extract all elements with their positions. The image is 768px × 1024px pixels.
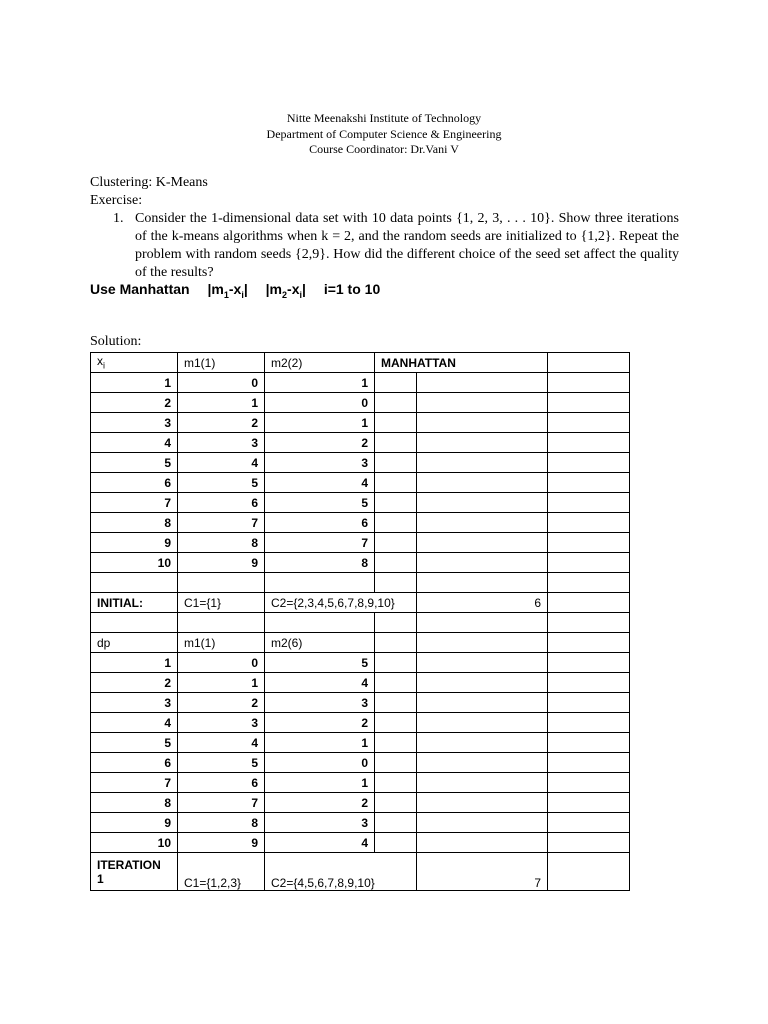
table-row [91,853,630,891]
m2-distance: 6 [265,513,375,533]
dp-cell: 8 [91,793,178,813]
table-row [91,773,630,793]
table-cell [548,633,630,653]
table-cell [375,813,417,833]
m2-distance: 0 [265,393,375,413]
table-cell [548,833,630,853]
empty-cell [417,513,548,533]
table-row [91,813,630,833]
exercise-label: Exercise: [90,193,143,208]
solution-label: Solution: [90,334,142,349]
table-row [91,613,630,633]
table-row [91,653,630,673]
header-dp: dp [91,633,178,653]
table-cell [548,773,630,793]
table-cell [375,773,417,793]
dp-cell: 7 [91,493,178,513]
m2-distance: 7 [265,533,375,553]
course-coordinator: Course Coordinator: Dr.Vani V [309,142,459,156]
table-row [91,753,630,773]
table-cell [375,673,417,693]
empty-cell [548,353,630,373]
m1-distance: 0 [178,653,265,673]
dp-cell: 2 [91,393,178,413]
table-cell [548,853,630,891]
table-row [91,353,630,373]
table-row [91,573,630,593]
initial-value: 6 [417,593,548,613]
table-row [91,373,630,393]
table-row [91,833,630,853]
table-cell [548,713,630,733]
m2-distance: 3 [265,693,375,713]
table-cell [265,613,375,633]
m2-distance: 2 [265,433,375,453]
m2-distance: 0 [265,753,375,773]
header-m1: m1(1) [178,353,265,373]
dp-cell: 2 [91,673,178,693]
m1-distance: 2 [178,413,265,433]
table-cell [375,573,417,593]
table-cell [375,693,417,713]
empty-cell [417,473,548,493]
table-cell [548,753,630,773]
table-row [91,473,630,493]
m2-distance: 3 [265,813,375,833]
dp-cell: 10 [91,833,178,853]
table-cell [548,733,630,753]
header-m1: m1(1) [178,633,265,653]
m1-distance: 9 [178,553,265,573]
m2-distance: 4 [265,473,375,493]
table-cell [417,613,548,633]
table-cell [548,693,630,713]
table-row [91,713,630,733]
empty-cell [375,553,417,573]
m1-distance: 5 [178,753,265,773]
table-row [91,493,630,513]
table-cell [375,633,417,653]
dp-cell: 4 [91,713,178,733]
m2-distance: 1 [265,413,375,433]
table-cell [548,673,630,693]
empty-cell [548,513,630,533]
table-cell [178,613,265,633]
m1-distance: 3 [178,433,265,453]
table-cell [548,793,630,813]
m1-distance: 3 [178,713,265,733]
iteration-c2: C2={4,5,6,7,8,9,10} [265,853,417,891]
table-cell [375,613,417,633]
empty-cell [375,393,417,413]
empty-cell [548,373,630,393]
m2-distance: 1 [265,373,375,393]
topic-title: Clustering: K-Means [90,175,208,190]
empty-cell [375,433,417,453]
table-cell [375,753,417,773]
dp-cell: 7 [91,773,178,793]
m2-distance: 2 [265,793,375,813]
table-cell [417,773,548,793]
m2-distance: 5 [265,493,375,513]
empty-cell [375,493,417,513]
dp-cell: 6 [91,473,178,493]
iteration-value: 7 [417,853,548,891]
m1-distance: 1 [178,673,265,693]
initial-c1: C1={1} [178,593,265,613]
table-row [91,693,630,713]
table-cell [375,713,417,733]
header-m2: m2(6) [265,633,375,653]
table-row [91,393,630,413]
table-row [91,593,630,613]
empty-cell [548,493,630,513]
department-name: Department of Computer Science & Engineering [266,127,502,141]
table-cell [417,753,548,773]
table-row [91,533,630,553]
empty-cell [417,493,548,513]
table-row [91,673,630,693]
table-row [91,553,630,573]
table-cell [548,813,630,833]
m2-distance: 2 [265,713,375,733]
m1-distance: 7 [178,513,265,533]
empty-cell [375,453,417,473]
empty-cell [548,393,630,413]
m1-distance: 6 [178,493,265,513]
table-row [91,433,630,453]
dp-cell: 1 [91,373,178,393]
m1-distance: 9 [178,833,265,853]
m1-distance: 8 [178,813,265,833]
m2-distance: 8 [265,553,375,573]
header-m2: m2(2) [265,353,375,373]
table-cell [417,733,548,753]
m1-distance: 2 [178,693,265,713]
m1-distance: 8 [178,533,265,553]
dp-cell: 9 [91,533,178,553]
m1-distance: 1 [178,393,265,413]
empty-cell [417,453,548,473]
table-cell [91,573,178,593]
dp-cell: 3 [91,693,178,713]
manhattan-instruction [90,281,394,300]
table-cell [417,833,548,853]
dp-cell: 1 [91,653,178,673]
manhattan-range: i=1 to 10 [323,281,381,297]
m2-distance: 4 [265,833,375,853]
m1-distance: 7 [178,793,265,813]
question-number: 1. [113,211,124,226]
table-row [91,413,630,433]
dp-cell: 8 [91,513,178,533]
dp-cell: 6 [91,753,178,773]
table-cell [548,613,630,633]
header-xi: $x_i$ [91,353,178,373]
manhattan-term-2: $|m_2-x_i|$ [265,281,306,300]
table-cell [417,633,548,653]
empty-cell [548,413,630,433]
question-text: Consider the 1-dimensional data set with 10 data points {1, 2, 3, . . . 10}. Show three iterations of the k-means algorithms when k = 2, and the random seeds are initialized to {1,2}. Repeat the problem with random seeds {2,9}. How did the different choice of the seed set affect the quality of the results? [135,211,679,280]
dp-cell: 10 [91,553,178,573]
table-cell [375,733,417,753]
dp-cell: 9 [91,813,178,833]
empty-cell [417,553,548,573]
m2-distance: 4 [265,673,375,693]
initial-label: INITIAL: [91,593,178,613]
empty-cell [375,373,417,393]
m2-distance: 1 [265,733,375,753]
m1-distance: 4 [178,733,265,753]
empty-cell [548,593,630,613]
kmeans-table [90,352,630,891]
empty-cell [548,473,630,493]
iteration-label: ITERATION 1 [91,853,178,891]
m1-distance: 6 [178,773,265,793]
table-cell [91,613,178,633]
m2-distance: 5 [265,653,375,673]
table-cell [417,693,548,713]
exercise-question [113,210,679,282]
empty-cell [548,453,630,473]
empty-cell [417,433,548,453]
m2-distance: 3 [265,453,375,473]
institute-name: Nitte Meenakshi Institute of Technology [286,111,482,125]
dp-cell: 3 [91,413,178,433]
empty-cell [375,473,417,493]
table-cell [265,573,375,593]
empty-cell [548,433,630,453]
initial-c2: C2={2,3,4,5,6,7,8,9,10} [265,593,417,613]
table-row [91,633,630,653]
dp-cell: 5 [91,453,178,473]
manhattan-label: Use Manhattan [90,281,190,297]
m1-distance: 0 [178,373,265,393]
manhattan-term-1: $|m_1-x_i|$ [207,281,248,300]
table-cell [178,573,265,593]
table-cell [375,833,417,853]
empty-cell [417,413,548,433]
table-cell [548,653,630,673]
table-cell [375,793,417,813]
empty-cell [548,533,630,553]
empty-cell [375,413,417,433]
empty-cell [375,513,417,533]
table-cell [548,573,630,593]
table-row [91,513,630,533]
table-row [91,733,630,753]
empty-cell [548,553,630,573]
table-cell [417,793,548,813]
table-cell [375,653,417,673]
m2-distance: 1 [265,773,375,793]
m1-distance: 5 [178,473,265,493]
dp-cell: 5 [91,733,178,753]
header-manhattan: MANHATTAN [375,353,548,373]
table-cell [417,813,548,833]
dp-cell: 4 [91,433,178,453]
empty-cell [417,393,548,413]
table-row [91,453,630,473]
table-cell [417,573,548,593]
empty-cell [417,533,548,553]
table-row [91,793,630,813]
empty-cell [375,533,417,553]
iteration-c1: C1={1,2,3} [178,853,265,891]
table-cell [417,653,548,673]
m1-distance: 4 [178,453,265,473]
table-cell [417,673,548,693]
empty-cell [417,373,548,393]
table-cell [417,713,548,733]
